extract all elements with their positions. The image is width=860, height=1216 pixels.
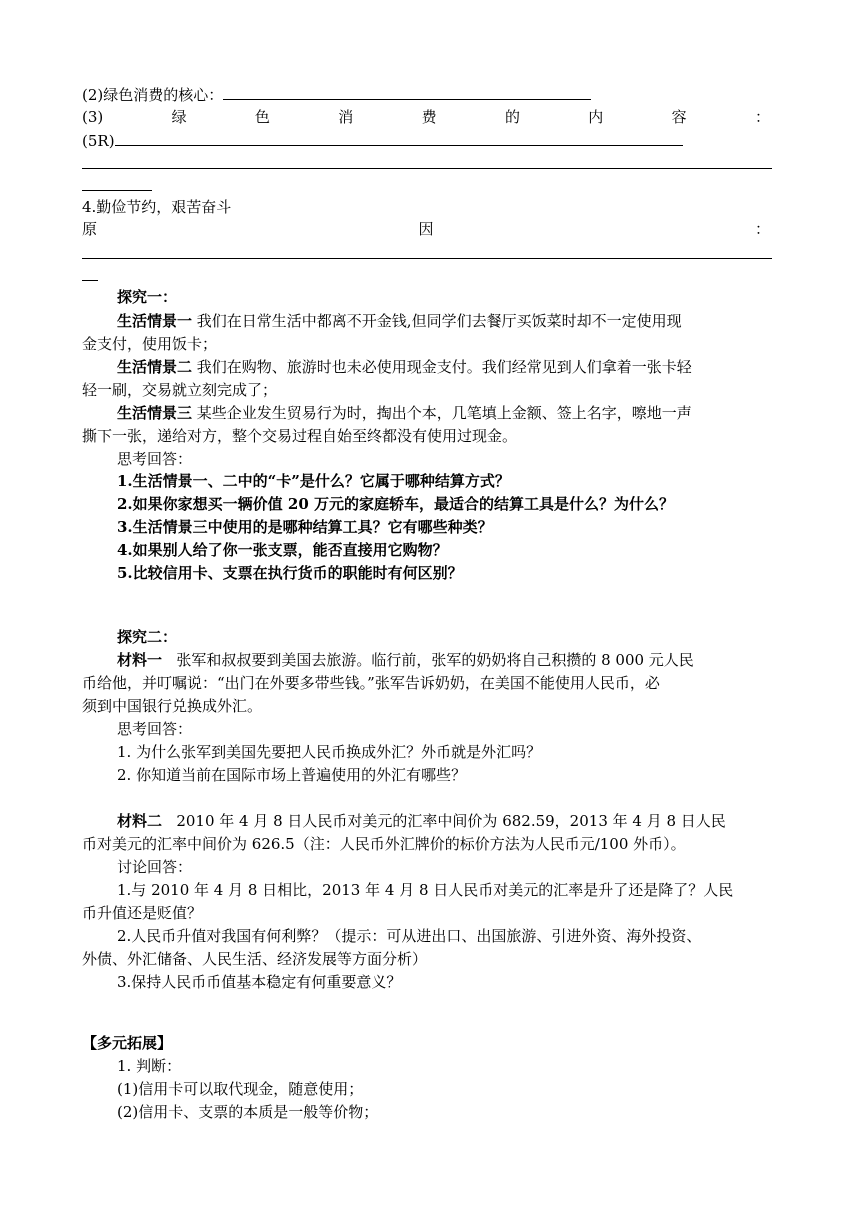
answer-blank [115,131,683,146]
item3-char: ： [754,108,770,126]
item4-title: 4.勤俭节约，艰苦奋斗 [82,198,232,216]
answer-blank [82,280,98,281]
item3-char: 的 [504,108,520,126]
material1-label: 材料一 [117,651,163,669]
explore1-question: 5.比较信用卡、支票在执行货币的职能时有何区别？ [117,564,463,582]
reason-line [82,218,770,240]
material2-label: 材料二 [117,812,163,830]
item3-char: 消 [338,108,354,126]
material1-line1 [117,649,694,671]
discuss-q1-line2: 币升值还是贬值？ [82,904,203,922]
scene1-line2: 金支付，使用饭卡； [82,335,218,353]
material2-text: 2010 年 4 月 8 日人民币对美元的汇率中间价为 682.59，2013 年 4 月 8 日人民 [176,812,726,830]
explore1-question: 4.如果别人给了你一张支票，能否直接用它购物？ [117,541,448,559]
material2-line2: 币对美元的汇率中间价为 626.5（注：人民币外汇牌价的标价方法为人民币元/100 外币）。 [82,835,686,853]
answer-blank [82,190,152,191]
material1-line2: 币给他，并叮嘱说：“出门在外要多带些钱。”张军告诉奶奶，在美国不能使用人民币，必 [82,674,660,692]
material1-line3: 须到中国银行兑换成外汇。 [82,697,263,715]
discuss-q2-line1: 2.人民币升值对我国有何利弊？（提示：可从进出口、出国旅游、引进外资、海外投资、 [117,927,702,945]
scene2-text: 我们在购物、旅游时也未必使用现金支付。我们经常见到人们拿着一张卡轻 [196,358,692,376]
scene3-label: 生活情景三 [117,404,193,422]
reason-char: 因 [418,220,434,238]
item3-char: 容 [671,108,687,126]
explore1-title: 探究一： [117,288,178,306]
scene3-line1 [117,402,692,424]
answer-blank [82,258,772,259]
answer-blank [223,85,591,100]
explore2-discuss: 讨论回答： [117,858,193,876]
reason-char: ： [754,220,770,238]
scene2-line2: 轻一刷，交易就立刻完成了； [82,381,278,399]
answer-blank [82,168,772,169]
explore2-think: 思考回答： [117,720,193,738]
explore1-question: 1.生活情景一、二中的“卡”是什么？它属于哪种结算方式？ [117,472,510,490]
item3-char: 色 [254,108,270,126]
item3-char: 费 [421,108,437,126]
scene3-text: 某些企业发生贸易行为时，掏出个本，几笔填上金额、签上名字，嚓地一声 [196,404,692,422]
scene2-label: 生活情景二 [117,358,193,376]
item3-char: 绿 [171,108,187,126]
item3-cont-line [82,130,683,152]
extend-title: 【多元拓展】 [82,1034,173,1052]
discuss-q3: 3.保持人民币币值基本稳定有何重要意义？ [117,973,402,991]
item2-line [82,84,591,106]
explore2-question: 2. 你知道当前在国际市场上普遍使用的外汇有哪些？ [117,766,467,784]
scene2-line1 [117,356,692,378]
material2-line1 [117,810,726,832]
discuss-q2-line2: 外债、外汇储备、人民生活、经济发展等方面分析） [82,950,428,968]
item3-char: 内 [588,108,604,126]
explore1-think: 思考回答： [117,450,193,468]
item2-label: (2)绿色消费的核心： [82,86,224,104]
scene3-line2: 撕下一张，递给对方，整个交易过程自始至终都没有使用过现金。 [82,427,518,445]
scene1-line1 [117,310,682,332]
explore1-question: 2.如果你家想买一辆价值 20 万元的家庭轿车，最适合的结算工具是什么？为什么？ [117,495,674,513]
item3-cont: (5R) [82,132,115,150]
extend-item: (1)信用卡可以取代现金，随意使用； [117,1080,364,1098]
item3-line [82,106,770,128]
reason-char: 原 [82,220,98,238]
extend-item: (2)信用卡、支票的本质是一般等价物； [117,1103,379,1121]
item3-char: (3) [82,108,104,126]
discuss-q1-line1: 1.与 2010 年 4 月 8 日相比，2013 年 4 月 8 日人民币对美元的汇率是升了还是降了？人民 [117,881,734,899]
scene1-text: 我们在日常生活中都离不开金钱,但同学们去餐厅买饭菜时却不一定使用现 [196,312,682,330]
explore1-question: 3.生活情景三中使用的是哪种结算工具？它有哪些种类？ [117,518,493,536]
scene1-label: 生活情景一 [117,312,193,330]
explore2-question: 1. 为什么张军到美国先要把人民币换成外汇？外币就是外汇吗？ [117,743,542,761]
material1-text: 张军和叔叔要到美国去旅游。临行前，张军的奶奶将自己积攒的 8 000 元人民 [176,651,694,669]
extend-judge: 1. 判断： [117,1057,182,1075]
explore2-title: 探究二： [117,628,178,646]
